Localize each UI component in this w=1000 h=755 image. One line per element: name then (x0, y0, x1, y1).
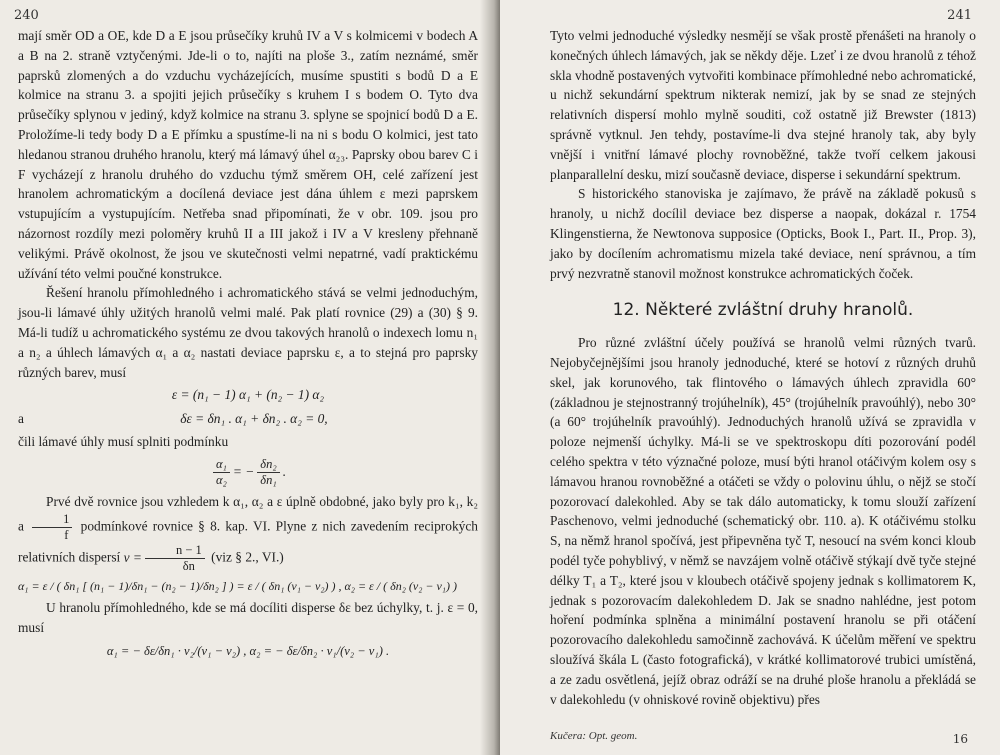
left-paragraph-3: čili lámavé úhly musí splniti podmínku (18, 434, 229, 450)
right-paragraph-3: Pro různé zvláštní účely používá se hranolů velmi různých tvarů. Nejobyčejnějšími jsou hranoly jednoduché, které se hotoví z různých druhů skel, jak korunového, tak flintového o lámavých úhlech zpravidla 60° (základnou je stejnostranný trojúhelník), 45° (trojúhelník pravoúhlý), nebo 30° (a 60° trojúhelník pravoúhlý). Jednoduchých hranolů užívá se zpravidla v poloze nejmenší úchylky. Má-li se ve spektroskopu díti pozorování podél celého spektra v této význačné poloze, musí býti hranol otáčivým kolem osy s lámavou hranou rovnoběžné a otáčeti se vždy o polovinu úhlu, o nějž se stočí pozorovací dalekohled. Aby se tak dálo automaticky, k tomu slouží zařízení Paschenovo, velmi jednoduché (schematický obr. 110. a). K otáčivému stolku S, na němž hranol spočívá, jest připevněna tyč T, nesoucí na svém konci kloub podél tyče pohyblivý, v němž se navzájem volně otáčivě stýkají dvě tyče stejné délky T₁ a T₂, které jsou v kloubech otáčivě spojeny jednak s kollimatorem K, jednak s pozorovacím dalekohledem D. Jak se snadno nahlédne, jest potom hoření podmínka splněna a minimální postavení hranolu se při otáčení pozorovacího dalekohledu samočinně zachovává. K účelům měření ve spektru sloužívá škála L (často fotografická), v krátké kollimatorové trubici umístěná, a ze zadu osvětlená, jejíž obraz odráží se na druhé ploše hranolu a překládá se v dalekohledu (v ohniskové rovině objektivu) přes (550, 335, 976, 707)
eq3-lhs-denominator: α₂ (215, 472, 227, 487)
equation-alpha-solution: α₁ = ε / ( δn₁ [ (n₁ − 1)/δn₁ − (n₂ − 1)/δn₂ ] ) = ε / ( δn₁ (ν₁ − ν₂) ) , α₂ = ε / ( δn₂ (ν₂ − ν₁) ) (18, 578, 457, 593)
left-paragraph-2: Řešení hranolu přímohledného i achromatického stává se velmi jednoduchým, jsou-li lámavé úhly užitých hranolů velmi malé. Pak platí rovnice (29) a (30) § 9. Má-li tudíž u achromatického systému ze dvou takových hranolů o indexech lomu n₁ a n₂ a úhlech lámavých α₁ a α₂ nastati deviace paprsku ε, a to stejná pro paprsky různých barev, musí (18, 285, 478, 380)
right-paragraph-2: S historického stanoviska je zajímavo, že právě na základě pokusů s hranoly, u nichž docílil deviace bez disperse a naopak, dokázal r. 1754 Klingenstierna, že Newtonova supposice (Opticks, Book I., Part. II., Prop. 3), jako by docílením achromatismu mizela také deviace, není správnou, a tím prvý nezvratně stanovil možnost konstrukce achromatických čoček. (550, 186, 976, 281)
conjunction-label: a (18, 411, 24, 427)
equation-dispersion: δε = δn₁ . α₁ + δn₂ . α₂ = 0, (180, 411, 328, 427)
nu-den: δn (182, 558, 195, 573)
eq3-end: . (282, 464, 287, 480)
left-paragraph-4 (18, 492, 478, 574)
eq3-lhs-numerator: α₁ (213, 457, 230, 473)
footer-signature: Kučera: Opt. geom. (550, 730, 638, 742)
eq3-rhs-numerator: δn₂ (257, 457, 279, 473)
para4-part-c: (viz § 2., VI.) (211, 549, 284, 565)
para4-frac-den: f (64, 527, 69, 542)
left-paragraph-5: U hranolu přímohledného, kde se má docíliti disperse δε bez úchylky, t. j. ε = 0, musí (18, 599, 478, 635)
section-heading: 12. Některé zvláštní druhy hranolů. (612, 300, 914, 321)
para4-part-b: podmínkové rovnice § 8. kap. VI. Plyne z nich zavedením reciprokých relativních dispersí (18, 518, 478, 565)
equation-deviation: ε = (n₁ − 1) α₁ + (n₂ − 1) α₂ (171, 387, 325, 403)
eq3-rhs-denominator: δn₁ (260, 472, 277, 487)
right-paragraph-1: Tyto velmi jednoduché výsledky nesmějí se však prostě přenášeti na hranoly o konečných úhlech lámavých, jak se někdy děje. Lzeť i ze dvou hranolů z téhož skla vhodně postavených vytvořiti kombinace přímohledné nebo achromatické, u nichž sekundární spektrum nikterak nemizí, jak by se snad ze stejných relativních dispersí mohlo mylně souditi, což ostatně již Brewster (1813) správně vytknul. Jen tehdy, postavíme-li dva stejné hranoly tak, aby byly vnější i vnitřní lámavé plochy rovnoběžné, takže tvoří celkem jakousi planparallelní desku, mizí současně deviace, disperse i sekundární spektrum. (550, 28, 976, 182)
left-page (0, 0, 492, 755)
right-page (500, 0, 1000, 755)
para4-part-a: Prvé dvě rovnice jsou vzhledem k α₁, α₂ a ε úplně obdobné, jako byly pro k₁, k₂ a (18, 494, 478, 534)
left-text-block (18, 26, 478, 662)
right-text-block (550, 26, 976, 709)
nu-lhs: ν = (123, 549, 142, 565)
nu-num: n − 1 (145, 543, 205, 559)
page-number-right: 241 (947, 8, 972, 23)
eq3-operator: = − (232, 464, 255, 480)
equation-condition (18, 452, 478, 492)
para4-frac-num: 1 (32, 512, 72, 528)
page-number-left: 240 (14, 8, 39, 23)
left-paragraph-1: mají směr OD a OE, kde D a E jsou průsečíky kruhů IV a V s kolmicemi v bodech A a B na 2. straně vztyčenými. Jde-li o to, najíti na ploše 3., zatím neznámé, směr paprsků zlomených a do vzduchu vycházejících, musíme spustiti s bodů D a E kolmice na stranu 3. a spojiti jejich průsečíky s kruhem I s bodem O. Tyto dva průsečíky splynou v jediný, když kolmice na stranu 3. splyne se spojnicí bodů D a E. Proložíme-li tedy body D a E přímku a spustíme-li na ni s bodu O kolmici, jest tato hledanou stranou druhého hranolu, který má lámavý úhel α₂₃. Paprsky obou barev C i F vycházejí z hranolu druhého do vzduchu týmž směrem OH, celé zařízení jest hranolem achromatickým a docílená deviace jest dána úhlem ε mezi paprskem vstupujícím a vystupujícím. Netřeba snad připomínati, že v obr. 109. jsou pro názornost rozdíly mezi poloměry kruhů II a III jakož i IV a V kresleny přehnaně velikými. Právě okolnost, že jsou ve skutečnosti velmi nepatrné, vadí praktickému užívání této velmi poučné konstrukce. (18, 28, 478, 281)
equation-direct-vision: α₁ = − δε/δn₁ · ν₂/(ν₁ − ν₂) , α₂ = − δε/δn₂ · ν₁/(ν₂ − ν₁) . (106, 643, 390, 658)
footer-sheet-number: 16 (952, 732, 968, 746)
